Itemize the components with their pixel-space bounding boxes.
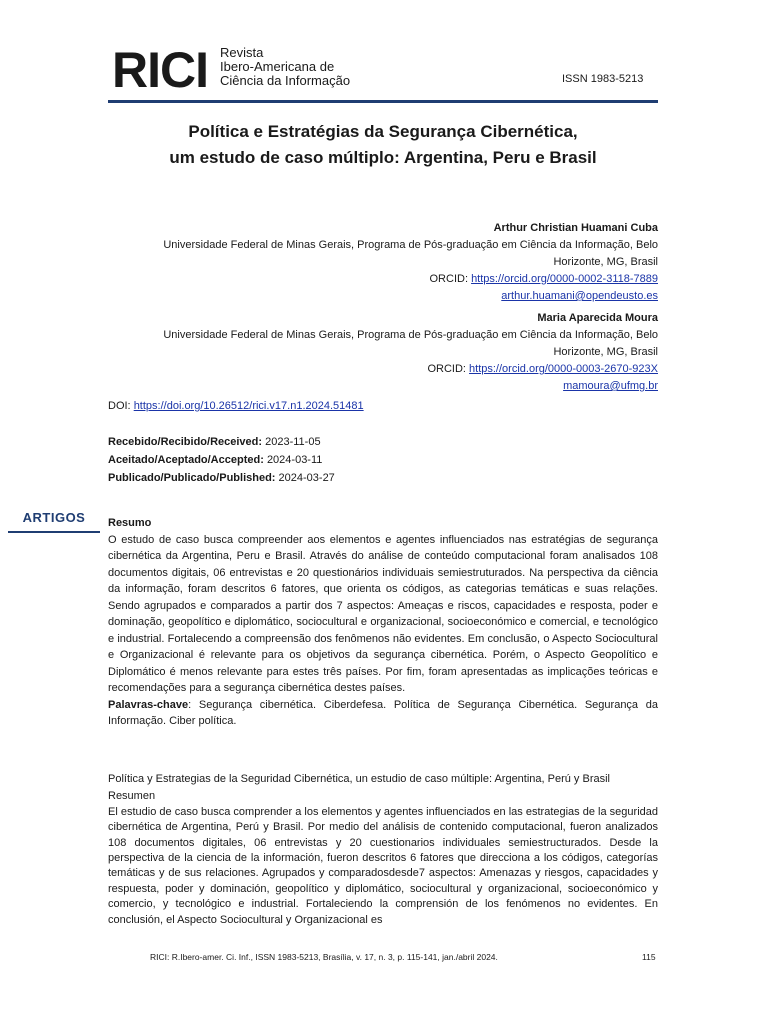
author-email-link[interactable]: arthur.huamani@opendeusto.es [501,290,658,302]
journal-name-line: Ciência da Informação [220,73,351,88]
keywords-text: : Segurança cibernética. Ciberdefesa. Política de Segurança Cibernética. Segurança da Informação. Ciber política. [108,698,658,727]
author-affiliation: Universidade Federal de Minas Gerais, Programa de Pós-graduação em Ciência da Informação, Belo Horizonte, MG, Brasil [163,239,658,268]
publication-dates [108,433,335,487]
orcid-label: ORCID: [429,273,468,285]
date-label: Aceitado/Aceptado/Accepted: [108,454,264,466]
section-label-underline [8,531,100,533]
author-affiliation: Universidade Federal de Minas Gerais, Programa de Pós-graduação em Ciência da Informação, Belo Horizonte, MG, Brasil [163,329,658,358]
abstract-es-text: El estudio de caso busca comprender a los elementos y agentes influenciados en las estrategias de la seguridad cibernética de Argentina, Perú y Brasil. Por medio del análisis de contenido computacional, fueron analizados 108 documentos digitales, 06 entrevistas y 20 cuestionarios individuales semiestructurados. Desde la perspectiva de la ciencia de la información, fueron descritos 6 fatores que direcciona a los códigos, categorías temáticas y de sus relaciones. Agrupados y comparadosdesde7 aspectos: Amenazas y riesgos, capacidades y respuesta, poder y dominación, geopolítico y diplomático, sociocultural y organizacional, socioeconómico y comercio, y tecnológico e industrial. Fortaleciendo la comprensión de los fenómenos no evidentes. En conclusión, el Aspecto Sociocultural y Organizacional es [108,805,658,926]
page-number: 115 [642,952,656,962]
doi-label: DOI: [108,400,131,412]
title-line: um estudo de caso múltiplo: Argentina, Peru e Brasil [169,148,597,167]
author-orcid [108,271,658,288]
date-received [108,433,335,451]
section-label: ARTIGOS [22,510,86,525]
doi-link[interactable]: https://doi.org/10.26512/rici.v17.n1.2024.51481 [133,400,364,412]
abstract-pt [108,515,658,730]
header-divider [108,100,658,103]
journal-logo: RICI [112,42,208,98]
author-orcid [108,361,658,378]
orcid-label: ORCID: [427,363,466,375]
doi [108,400,364,412]
abstract-es-title: Política y Estrategias de la Seguridad Cibernética, un estudio de caso múltiple: Argentina, Perú y Brasil [108,773,610,785]
date-value: 2024-03-27 [278,472,335,484]
journal-name-line: Revista [220,45,264,60]
date-label: Recebido/Recibido/Received: [108,436,263,448]
keywords [108,697,658,730]
issn: ISSN 1983-5213 [562,73,644,85]
keywords-label: Palavras-chave [108,698,189,711]
abstract-text: O estudo de caso busca compreender aos elementos e agentes influenciados nas estratégias de segurança cibernética da Argentina, Peru e Brasil. Através do análise de conteúdo computacional foram analisados 108 documentos digitais, 06 entrevistas e 20 questionários individuais semiestruturados. Na perspectiva da ciência da informação, foram descritos 6 fatores, que orienta os códigos, as categorias temáticas e suas relações. Sendo agrupados e comparados a partir dos 7 aspectos: Ameaças e riscos, capacidades e resposta, poder e dominação, geopolítico e diplomático, sociocultural e organizacional, socioeconómico e comercial, e tecnológico e industrial. Fortalecendo a compreensão dos fenômenos não evidentes. Em conclusão, o Aspecto Sociocultural e Organizacional é relevante para os objetivos da segurança cibernética. Porém, o Aspecto Geopolítico e Diplomático é menos relevante para estes três países. Por fim, foram apresentadas as implicações teóricas e recomendações para a segurança cibernética destes países. [108,533,658,694]
orcid-link[interactable]: https://orcid.org/0000-0003-2670-923X [469,363,658,375]
journal-name-line: Ibero-Americana de [220,59,335,74]
orcid-link[interactable]: https://orcid.org/0000-0002-3118-7889 [471,273,658,285]
journal-name [220,46,350,88]
abstract-es [108,772,658,928]
author-name: Maria Aparecida Moura [537,312,658,324]
date-label: Publicado/Publicado/Published: [108,472,276,484]
abstract-es-heading: Resumen [108,790,156,803]
author-block [108,310,658,395]
paper-title [108,119,658,171]
author-email-link[interactable]: mamoura@ufmg.br [563,380,658,392]
date-published [108,469,335,487]
date-accepted [108,451,335,469]
author-name: Arthur Christian Huamani Cuba [493,222,658,234]
footer-citation: RICI: R.Ibero-amer. Ci. Inf., ISSN 1983-5213, Brasília, v. 17, n. 3, p. 115-141, jan./abril 2024. [150,952,498,962]
author-block [108,220,658,305]
abstract-heading: Resumo [108,517,152,529]
date-value: 2024-03-11 [266,454,323,466]
date-value: 2023-11-05 [265,436,321,448]
title-line: Política e Estratégias da Segurança Cibernética, [188,122,578,141]
